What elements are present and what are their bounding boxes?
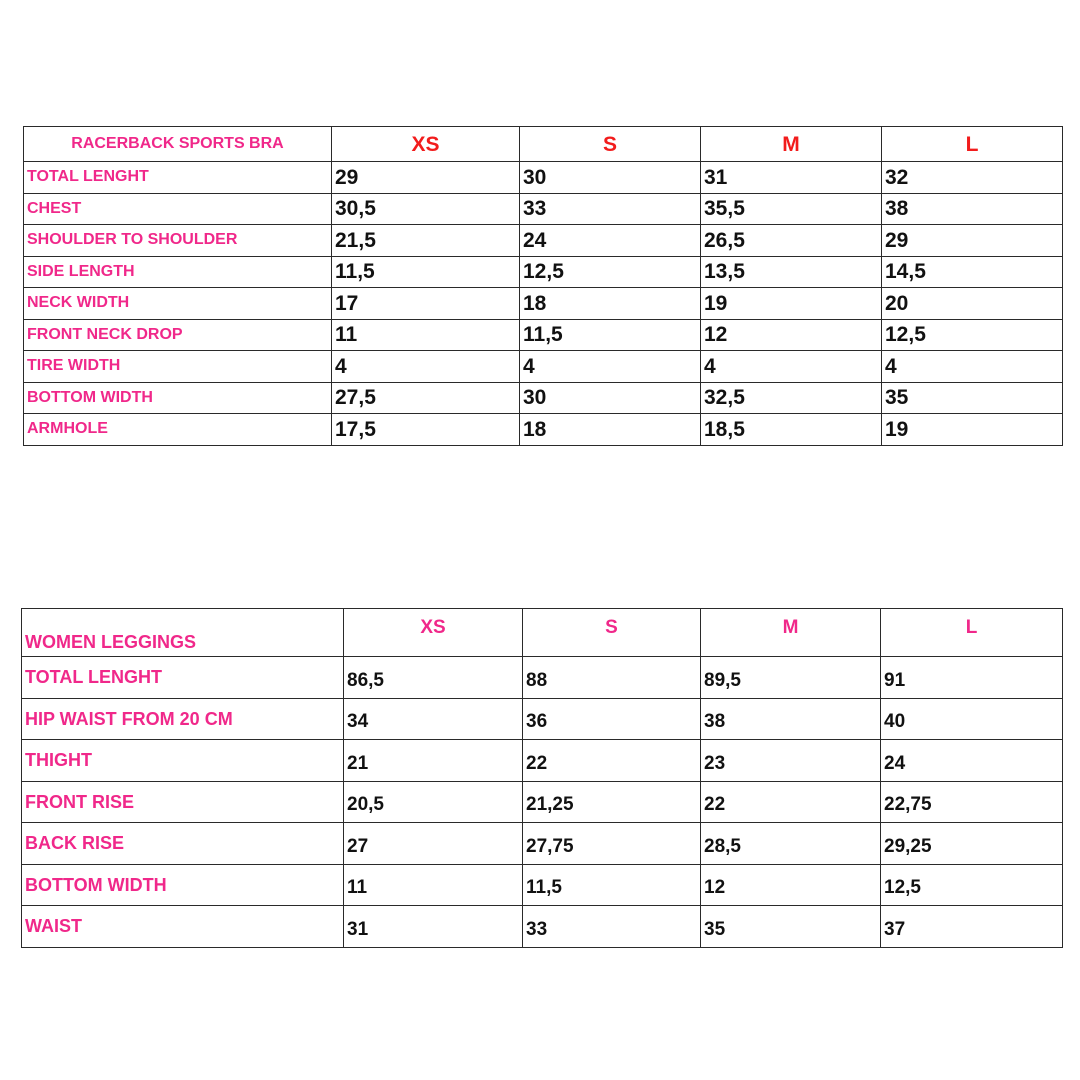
value-cell: 21,5 bbox=[332, 225, 520, 257]
value-cell: 38 bbox=[882, 193, 1063, 225]
row-label: THIGHT bbox=[22, 740, 344, 782]
value-cell: 12 bbox=[701, 319, 882, 351]
value-cell: 29 bbox=[882, 225, 1063, 257]
value-cell: 89,5 bbox=[701, 657, 881, 699]
value-cell: 28,5 bbox=[701, 823, 881, 865]
size-header-s: S bbox=[523, 609, 701, 657]
value-cell: 11,5 bbox=[523, 864, 701, 906]
value-cell: 18 bbox=[520, 288, 701, 320]
value-cell: 27 bbox=[344, 823, 523, 865]
value-cell: 24 bbox=[520, 225, 701, 257]
value-cell: 22 bbox=[701, 781, 881, 823]
value-cell: 19 bbox=[701, 288, 882, 320]
value-cell: 32 bbox=[882, 162, 1063, 194]
value-cell: 4 bbox=[701, 351, 882, 383]
value-cell: 30 bbox=[520, 162, 701, 194]
value-cell: 4 bbox=[882, 351, 1063, 383]
value-cell: 12 bbox=[701, 864, 881, 906]
table-row bbox=[24, 288, 1063, 320]
value-cell: 86,5 bbox=[344, 657, 523, 699]
value-cell: 20,5 bbox=[344, 781, 523, 823]
row-label: TOTAL LENGHT bbox=[24, 162, 332, 194]
value-cell: 35 bbox=[701, 906, 881, 948]
row-label: ARMHOLE bbox=[24, 414, 332, 446]
table-row bbox=[24, 382, 1063, 414]
value-cell: 31 bbox=[701, 162, 882, 194]
row-label: BOTTOM WIDTH bbox=[24, 382, 332, 414]
value-cell: 17 bbox=[332, 288, 520, 320]
value-cell: 40 bbox=[881, 698, 1063, 740]
value-cell: 35,5 bbox=[701, 193, 882, 225]
row-label: HIP WAIST FROM 20 CM bbox=[22, 698, 344, 740]
value-cell: 12,5 bbox=[520, 256, 701, 288]
value-cell: 33 bbox=[520, 193, 701, 225]
value-cell: 30 bbox=[520, 382, 701, 414]
table-row bbox=[24, 193, 1063, 225]
size-header-m: M bbox=[701, 609, 881, 657]
value-cell: 11,5 bbox=[520, 319, 701, 351]
row-label: BACK RISE bbox=[22, 823, 344, 865]
table-title: WOMEN LEGGINGS bbox=[22, 609, 344, 657]
value-cell: 32,5 bbox=[701, 382, 882, 414]
row-label: CHEST bbox=[24, 193, 332, 225]
table-row bbox=[22, 823, 1063, 865]
value-cell: 12,5 bbox=[881, 864, 1063, 906]
table-row bbox=[22, 906, 1063, 948]
value-cell: 27,75 bbox=[523, 823, 701, 865]
table-row bbox=[22, 740, 1063, 782]
table-row bbox=[22, 864, 1063, 906]
value-cell: 20 bbox=[882, 288, 1063, 320]
size-header-l: L bbox=[881, 609, 1063, 657]
value-cell: 18 bbox=[520, 414, 701, 446]
table-row bbox=[24, 225, 1063, 257]
value-cell: 4 bbox=[332, 351, 520, 383]
table-row bbox=[22, 657, 1063, 699]
size-header-xs: XS bbox=[344, 609, 523, 657]
value-cell: 17,5 bbox=[332, 414, 520, 446]
table-row bbox=[24, 256, 1063, 288]
value-cell: 88 bbox=[523, 657, 701, 699]
sports-bra-size-table bbox=[23, 126, 1063, 446]
value-cell: 18,5 bbox=[701, 414, 882, 446]
value-cell: 37 bbox=[881, 906, 1063, 948]
value-cell: 33 bbox=[523, 906, 701, 948]
size-header-l: L bbox=[882, 127, 1063, 162]
value-cell: 35 bbox=[882, 382, 1063, 414]
value-cell: 31 bbox=[344, 906, 523, 948]
row-label: FRONT NECK DROP bbox=[24, 319, 332, 351]
value-cell: 23 bbox=[701, 740, 881, 782]
value-cell: 11 bbox=[344, 864, 523, 906]
table-header-row bbox=[24, 127, 1063, 162]
value-cell: 38 bbox=[701, 698, 881, 740]
value-cell: 26,5 bbox=[701, 225, 882, 257]
value-cell: 30,5 bbox=[332, 193, 520, 225]
row-label: TOTAL LENGHT bbox=[22, 657, 344, 699]
size-header-m: M bbox=[701, 127, 882, 162]
value-cell: 27,5 bbox=[332, 382, 520, 414]
table-row bbox=[24, 162, 1063, 194]
row-label: BOTTOM WIDTH bbox=[22, 864, 344, 906]
value-cell: 13,5 bbox=[701, 256, 882, 288]
row-label: SHOULDER TO SHOULDER bbox=[24, 225, 332, 257]
table-row bbox=[24, 414, 1063, 446]
row-label: NECK WIDTH bbox=[24, 288, 332, 320]
table-title: RACERBACK SPORTS BRA bbox=[24, 127, 332, 162]
value-cell: 12,5 bbox=[882, 319, 1063, 351]
table-row bbox=[22, 781, 1063, 823]
table-header-row bbox=[22, 609, 1063, 657]
size-header-s: S bbox=[520, 127, 701, 162]
row-label: WAIST bbox=[22, 906, 344, 948]
row-label: TIRE WIDTH bbox=[24, 351, 332, 383]
value-cell: 22,75 bbox=[881, 781, 1063, 823]
value-cell: 29 bbox=[332, 162, 520, 194]
row-label: FRONT RISE bbox=[22, 781, 344, 823]
value-cell: 22 bbox=[523, 740, 701, 782]
value-cell: 19 bbox=[882, 414, 1063, 446]
value-cell: 21,25 bbox=[523, 781, 701, 823]
value-cell: 21 bbox=[344, 740, 523, 782]
value-cell: 36 bbox=[523, 698, 701, 740]
value-cell: 29,25 bbox=[881, 823, 1063, 865]
table-row bbox=[22, 698, 1063, 740]
size-header-xs: XS bbox=[332, 127, 520, 162]
row-label: SIDE LENGTH bbox=[24, 256, 332, 288]
value-cell: 91 bbox=[881, 657, 1063, 699]
value-cell: 24 bbox=[881, 740, 1063, 782]
value-cell: 11,5 bbox=[332, 256, 520, 288]
value-cell: 11 bbox=[332, 319, 520, 351]
value-cell: 4 bbox=[520, 351, 701, 383]
value-cell: 34 bbox=[344, 698, 523, 740]
table-row bbox=[24, 319, 1063, 351]
value-cell: 14,5 bbox=[882, 256, 1063, 288]
leggings-size-table bbox=[21, 608, 1063, 948]
table-row bbox=[24, 351, 1063, 383]
